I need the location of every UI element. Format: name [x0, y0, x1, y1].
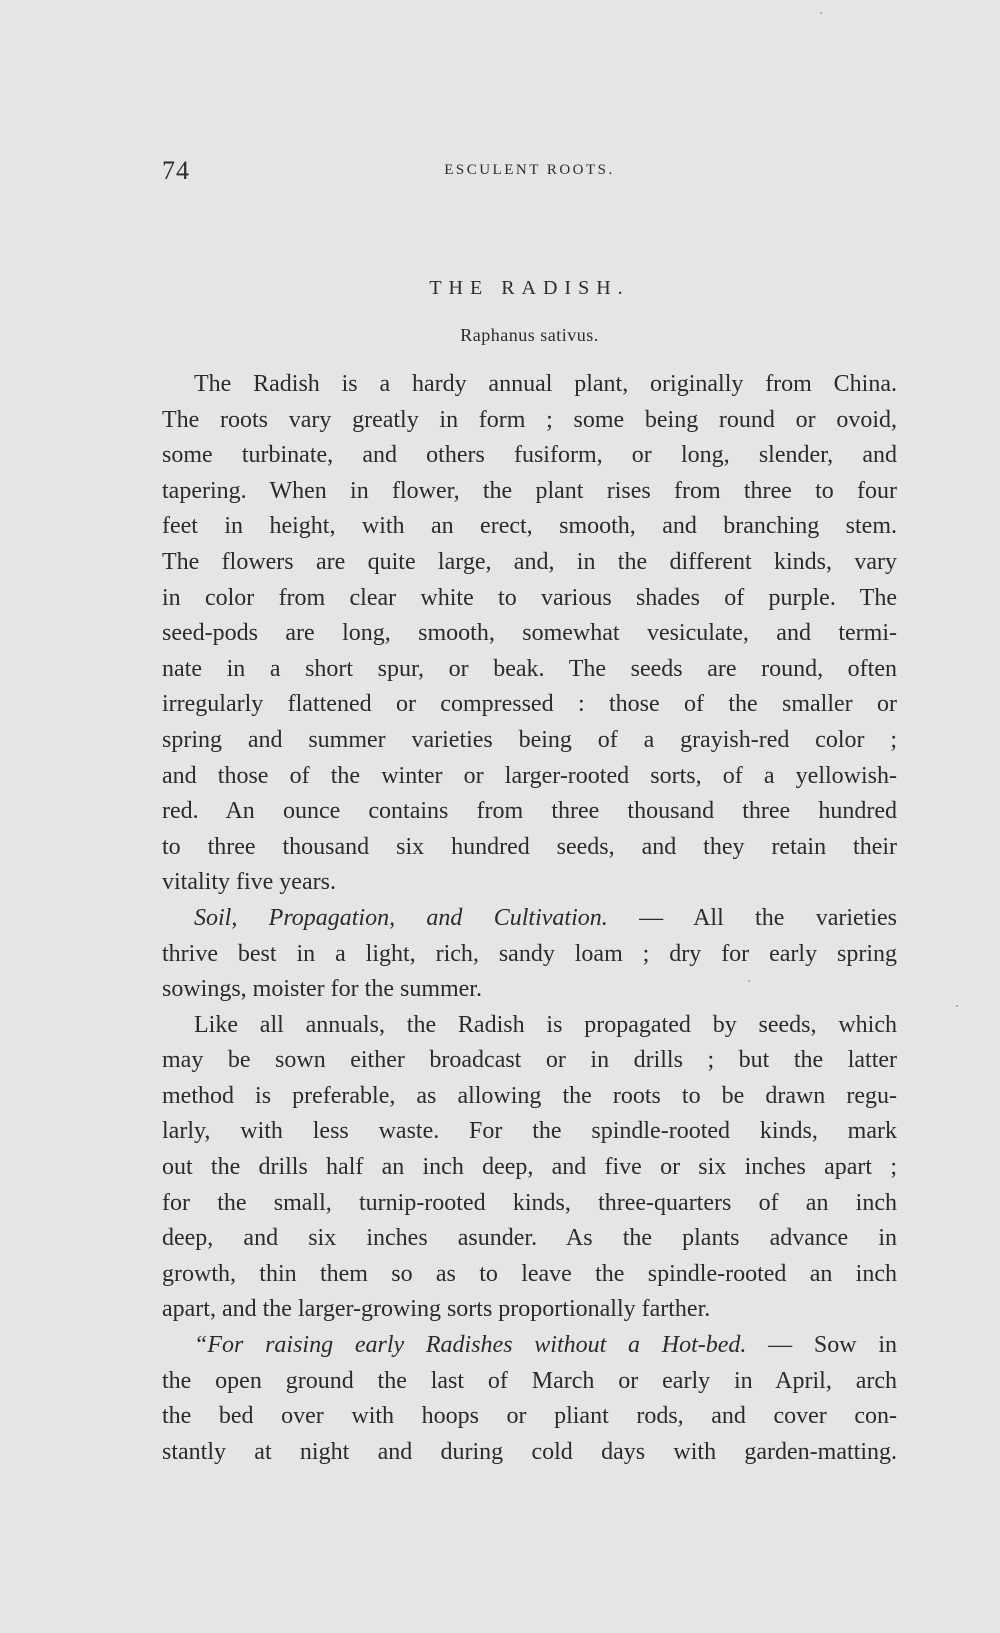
text-line: tapering. When in flower, the plant rises from three to four	[162, 477, 897, 504]
section-title: THE RADISH.	[429, 277, 630, 299]
section-subtitle: Raphanus sativus.	[460, 325, 599, 345]
text-line: method is preferable, as allowing the roots to be drawn regu-	[162, 1082, 897, 1109]
text-line: thrive best in a light, rich, sandy loam ; dry for early spring	[162, 940, 897, 967]
text-line: The flowers are quite large, and, in the different kinds, vary	[162, 548, 897, 575]
text-line: and those of the winter or larger-rooted sorts, of a yellowish-	[162, 762, 897, 789]
page-number: 74	[162, 156, 190, 185]
text-line: seed-pods are long, smooth, somewhat vesiculate, and termi-	[162, 620, 897, 647]
text-line: in color from clear white to various shades of purple. The	[162, 584, 897, 611]
soil-dash-text: — All the varieties	[607, 904, 897, 931]
text-line: to three thousand six hundred seeds, and they retain their	[162, 833, 897, 860]
text-line: out the drills half an inch deep, and five or six inches apart ;	[162, 1154, 897, 1181]
text-line: The roots vary greatly in form ; some being round or ovoid,	[162, 406, 897, 433]
scan-speck	[748, 980, 750, 982]
text-line: for the small, turnip-rooted kinds, three-quarters of an inch	[162, 1189, 897, 1216]
text-line	[162, 901, 897, 937]
text-line: red. An ounce contains from three thousand three hundred	[162, 798, 897, 825]
text-line: stantly at night and during cold days with garden-matting.	[162, 1438, 897, 1465]
soil-heading: Soil, Propagation, and Cultivation.	[194, 904, 608, 931]
text-line: the open ground the last of March or early in April, arch	[162, 1367, 897, 1394]
text-line: growth, thin them so as to leave the spindle-rooted an inch	[162, 1260, 897, 1287]
text-line: sowings, moister for the summer.	[162, 976, 482, 1003]
text-line: apart, and the larger-growing sorts proportionally farther.	[162, 1296, 711, 1323]
text-line: spring and summer varieties being of a grayish-red color ;	[162, 726, 897, 753]
scan-speck	[820, 12, 822, 14]
raising-dash-text: — Sow in	[746, 1332, 897, 1359]
scan-speck	[956, 1005, 958, 1007]
text-line: vitality five years.	[162, 869, 336, 896]
text-line: larly, with less waste. For the spindle-rooted kinds, mark	[162, 1118, 897, 1145]
raising-heading: “For raising early Radishes without a Hot-bed.	[194, 1332, 747, 1359]
text-line: may be sown either broadcast or in drills ; but the latter	[162, 1047, 897, 1074]
text-line: the bed over with hoops or pliant rods, and cover con-	[162, 1403, 897, 1430]
text-line: irregularly flattened or compressed : those of the smaller or	[162, 691, 897, 718]
text-line: The Radish is a hardy annual plant, originally from China.	[194, 371, 897, 397]
text-line	[162, 1328, 897, 1364]
text-line: Like all annuals, the Radish is propagated by seeds, which	[194, 1011, 897, 1038]
running-title: ESCULENT ROOTS.	[444, 162, 615, 178]
text-line: deep, and six inches asunder. As the plants advance in	[162, 1225, 897, 1252]
text-line: nate in a short spur, or beak. The seeds are round, often	[162, 655, 897, 682]
text-line: feet in height, with an erect, smooth, and branching stem.	[162, 513, 897, 540]
text-line: some turbinate, and others fusiform, or long, slender, and	[162, 442, 897, 469]
body-text	[162, 367, 897, 1470]
running-head	[162, 156, 897, 186]
